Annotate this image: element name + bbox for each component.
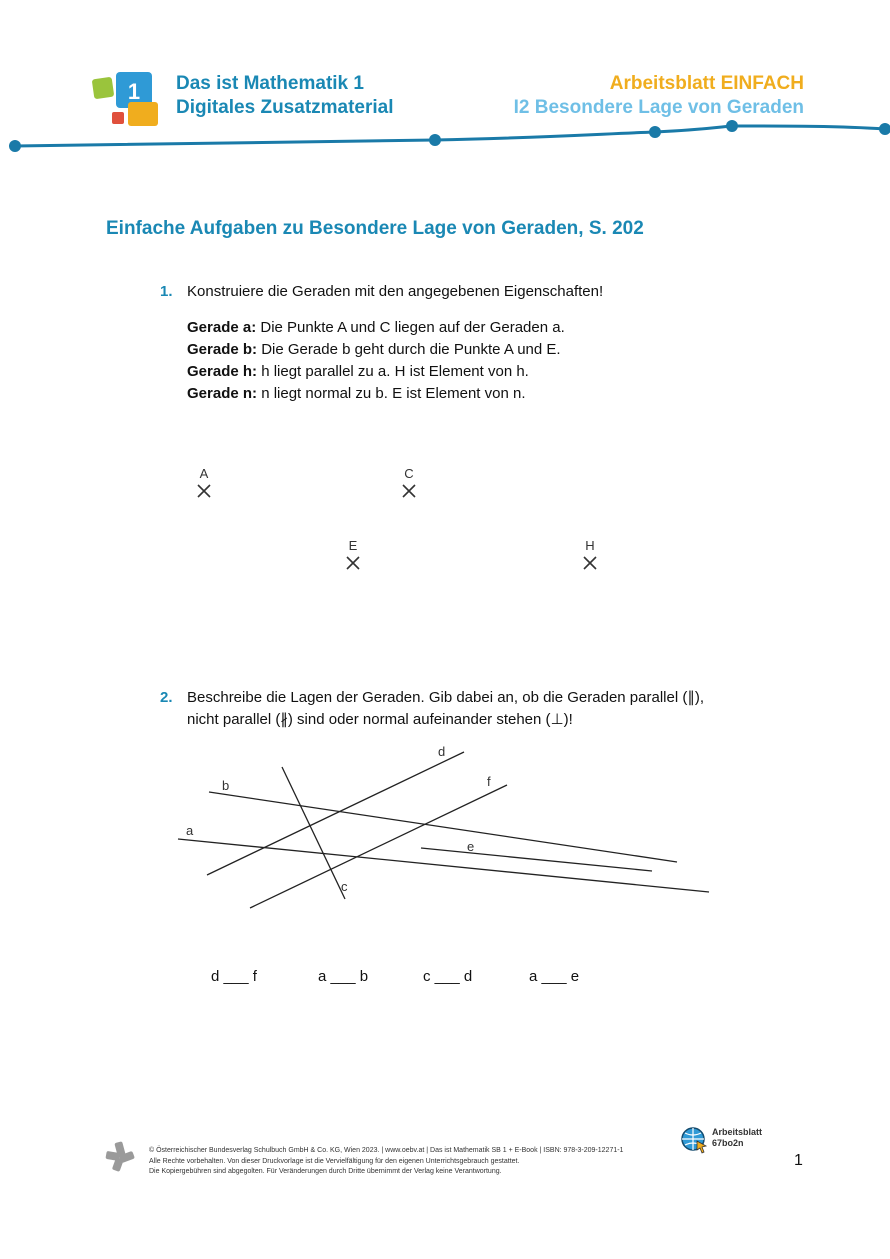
condition-b: Gerade b: Die Gerade b geht durch die Punkte A und E. bbox=[187, 341, 561, 358]
answer-d-f[interactable]: d ___ f bbox=[211, 968, 257, 985]
line-label-a: a bbox=[186, 823, 194, 838]
logo-number: 1 bbox=[127, 79, 141, 104]
point-label-h: H bbox=[585, 538, 595, 553]
point-label-c: C bbox=[404, 466, 414, 481]
point-marker-c bbox=[402, 484, 416, 498]
header-title-line2: Digitales Zusatzmaterial bbox=[176, 97, 394, 118]
point-marker-a bbox=[197, 484, 211, 498]
line-d bbox=[207, 752, 464, 875]
point-marker-e bbox=[346, 556, 360, 570]
line-label-c: c bbox=[341, 879, 348, 894]
header-curve bbox=[15, 126, 885, 146]
publisher-logo-icon bbox=[104, 1140, 136, 1172]
answer-c-d[interactable]: c ___ d bbox=[423, 968, 473, 985]
line-c bbox=[282, 767, 345, 899]
line-label-e: e bbox=[467, 839, 475, 854]
condition-h: Gerade h: h liegt parallel zu a. H ist Element von h. bbox=[187, 363, 529, 380]
curve-dot bbox=[649, 126, 661, 138]
line-label-b: b bbox=[222, 778, 230, 793]
curve-dot bbox=[9, 140, 21, 152]
line-a bbox=[178, 839, 709, 892]
footer-text bbox=[149, 1146, 623, 1178]
worksheet-level: Arbeitsblatt EINFACH bbox=[609, 73, 804, 94]
point-marker-h bbox=[583, 556, 597, 570]
arbeitsblatt-badge[interactable] bbox=[712, 1127, 762, 1149]
task2-instruction-line1: Beschreibe die Lagen der Geraden. Gib dabei an, ob die Geraden parallel (∥), bbox=[187, 689, 704, 706]
answer-a-b[interactable]: a ___ b bbox=[318, 968, 369, 985]
condition-n: Gerade n: n liegt normal zu b. E ist Element von n. bbox=[187, 385, 526, 402]
task2-number: 2. bbox=[160, 689, 173, 706]
curve-dot bbox=[879, 123, 890, 135]
footer-line3: Die Kopiergebühren sind abgegolten. Für Veränderungen durch Dritte übernimmt der Verlag keine Verantwortung. bbox=[149, 1168, 502, 1175]
line-e bbox=[421, 848, 652, 871]
line-b bbox=[209, 792, 677, 862]
line-label-d: d bbox=[438, 744, 446, 759]
header-title-line1: Das ist Mathematik 1 bbox=[176, 73, 364, 94]
task1-conditions bbox=[187, 317, 565, 405]
footer-line1: © Österreichischer Bundesverlag Schulbuch GmbH & Co. KG, Wien 2023. | www.oebv.at | Das ist Mathematik SB 1 + E-Book | ISBN: 978-3-209-12271-1 bbox=[149, 1147, 624, 1154]
badge-title: Arbeitsblatt bbox=[712, 1127, 763, 1137]
line-label-f: f bbox=[487, 774, 491, 789]
task1-number: 1. bbox=[160, 283, 173, 300]
globe-icon[interactable] bbox=[680, 1126, 708, 1154]
task1-instruction: Konstruiere die Geraden mit den angegebenen Eigenschaften! bbox=[187, 283, 604, 300]
page-heading: Einfache Aufgaben zu Besondere Lage von Geraden, S. 202 bbox=[106, 218, 644, 239]
point-label-e: E bbox=[348, 538, 358, 553]
badge-code: 67bo2n bbox=[712, 1138, 744, 1148]
curve-dot bbox=[429, 134, 441, 146]
point-label-a: A bbox=[199, 466, 209, 481]
logo-icon bbox=[92, 72, 158, 126]
curve-dot bbox=[726, 120, 738, 132]
task2-instruction-line2: nicht parallel (∦) sind oder normal aufeinander stehen (⊥)! bbox=[187, 711, 573, 728]
worksheet-topic: I2 Besondere Lage von Geraden bbox=[513, 97, 804, 118]
line-f bbox=[250, 785, 507, 908]
answer-a-e[interactable]: a ___ e bbox=[529, 968, 580, 985]
footer-line2: Alle Rechte vorbehalten. Von dieser Druckvorlage ist die Vervielfältigung für den eigenen Unterrichtsgebrauch gestattet. bbox=[149, 1157, 520, 1165]
condition-a: Gerade a: Die Punkte A und C liegen auf der Geraden a. bbox=[187, 319, 565, 336]
page-number: 1 bbox=[794, 1152, 803, 1169]
